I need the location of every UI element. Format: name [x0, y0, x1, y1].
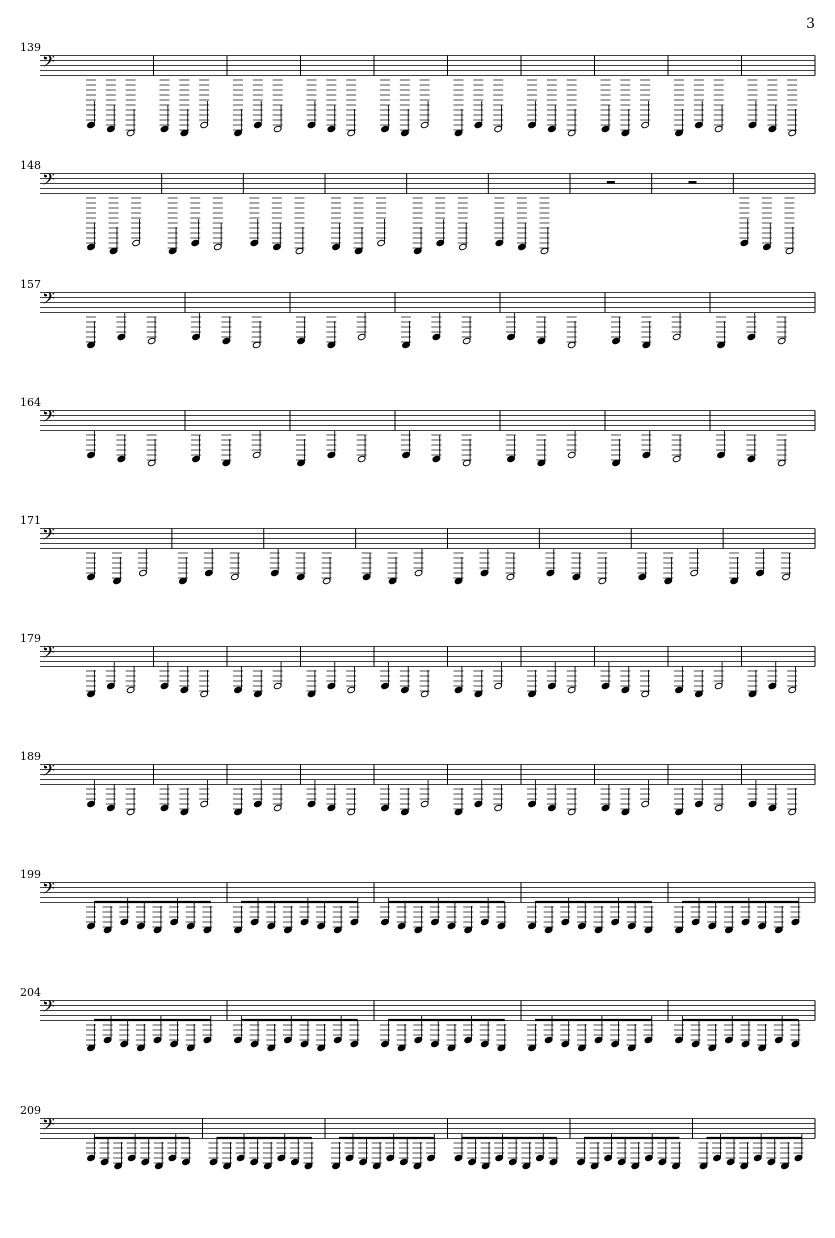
staff — [18, 760, 818, 884]
measure-number: 199 — [20, 868, 41, 881]
staff — [18, 878, 818, 1002]
measure-number: 179 — [20, 632, 41, 645]
staff — [18, 169, 818, 293]
bass-clef-icon: 𝄢 — [42, 760, 55, 784]
bass-clef-icon: 𝄢 — [42, 169, 55, 193]
bass-clef-icon: 𝄢 — [42, 51, 55, 75]
bass-clef-icon: 𝄢 — [42, 524, 55, 548]
bass-clef-icon: 𝄢 — [42, 996, 55, 1020]
bass-clef-icon: 𝄢 — [42, 1114, 55, 1138]
staff — [18, 524, 818, 648]
half-rest — [689, 181, 697, 184]
measure-number: 157 — [20, 278, 41, 291]
bass-clef-icon: 𝄢 — [42, 642, 55, 666]
staff — [18, 288, 818, 412]
bass-clef-icon: 𝄢 — [42, 878, 55, 902]
page-number: 3 — [806, 16, 815, 32]
staff — [18, 642, 818, 766]
measure-number: 189 — [20, 750, 41, 763]
bass-clef-icon: 𝄢 — [42, 288, 55, 312]
measure-number: 209 — [20, 1104, 41, 1117]
measure-number: 164 — [20, 396, 41, 409]
measure-number: 204 — [20, 986, 41, 999]
staff — [18, 51, 818, 175]
staff — [18, 406, 818, 530]
half-rest — [607, 181, 615, 184]
staff — [18, 996, 818, 1120]
measure-number: 139 — [20, 41, 41, 54]
bass-clef-icon: 𝄢 — [42, 406, 55, 430]
measure-number: 148 — [20, 159, 41, 172]
measure-number: 171 — [20, 514, 41, 527]
staff — [18, 1114, 818, 1238]
